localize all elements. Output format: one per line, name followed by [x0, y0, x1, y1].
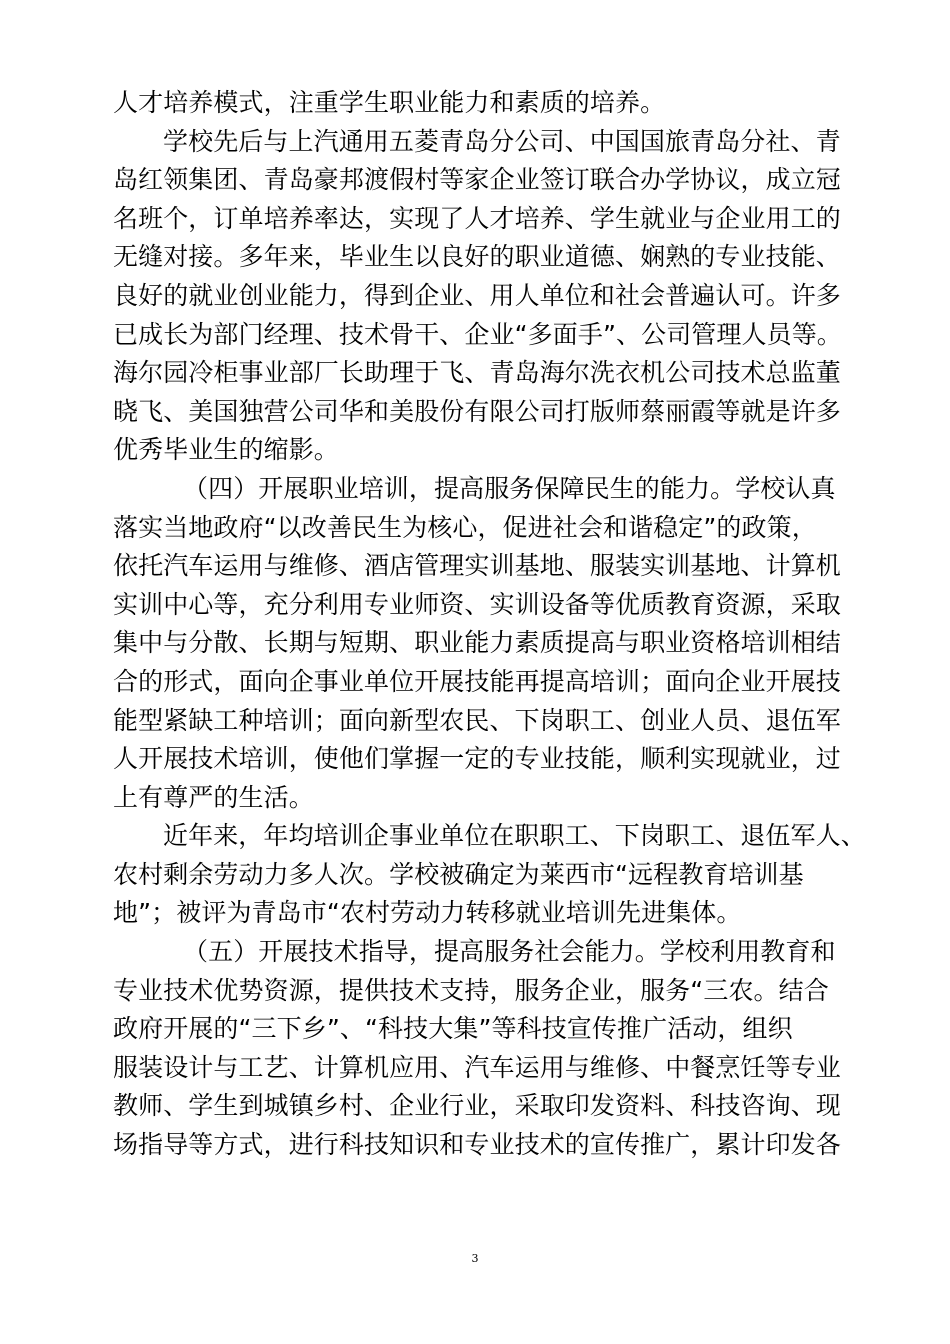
text-line: 无缝对接。多年来，毕业生以良好的职业道德、娴熟的专业技能、 [113, 242, 841, 272]
text-line: （五）开展技术指导，提高服务社会能力。学校利用教育和 [183, 937, 836, 967]
text-line: 农村剩余劳动力多人次。学校被确定为莱西市“远程教育培训基 [113, 859, 804, 889]
text-line: 实训中心等，充分利用专业师资、实训设备等优质教育资源，采取 [113, 589, 841, 619]
text-line: 落实当地政府“以改善民生为核心，促进社会和谐稳定”的政策， [113, 512, 817, 542]
page-number: 3 [471, 1252, 479, 1265]
text-line: 岛红领集团、青岛豪邦渡假村等家企业签订联合办学协议，成立冠 [113, 165, 841, 195]
body-text [113, 84, 893, 1165]
text-line: 合的形式，面向企事业单位开展技能再提高培训；面向企业开展技 [113, 666, 841, 696]
text-line: 上有尊严的生活。 [113, 782, 314, 812]
text-line: 依托汽车运用与维修、酒店管理实训基地、服装实训基地、计算机 [113, 551, 841, 581]
text-line: 能型紧缺工种培训；面向新型农民、下岗职工、创业人员、退伍军 [113, 705, 841, 735]
text-line: 学校先后与上汽通用五菱青岛分公司、中国国旅青岛分社、青 [163, 126, 841, 156]
text-line: 晓飞、美国独营公司华和美股份有限公司打版师蔡丽霞等就是许多 [113, 396, 841, 426]
text-line: 已成长为部门经理、技术骨干、企业“多面手”、公司管理人员等。 [113, 319, 842, 349]
text-line: 地”；被评为青岛市“农村劳动力转移就业培训先进集体。 [113, 898, 742, 928]
text-line: 政府开展的“三下乡”、“科技大集”等科技宣传推广活动，组织 [113, 1014, 793, 1044]
text-line: 近年来，年均培训企事业单位在职职工、下岗职工、退伍军人、 [163, 821, 866, 851]
text-line: 人才培养模式，注重学生职业能力和素质的培养。 [113, 88, 666, 117]
text-line: （四）开展职业培训，提高服务保障民生的能力。学校认真 [183, 473, 836, 503]
text-line: 专业技术优势资源，提供技术支持，服务企业，服务“三农。结合 [113, 975, 829, 1005]
text-line: 优秀毕业生的缩影。 [113, 435, 339, 465]
text-line: 海尔园冷柜事业部厂长助理于飞、青岛海尔洗衣机公司技术总监董 [113, 358, 841, 388]
text-line: 人开展技术培训，使他们掌握一定的专业技能，顺利实现就业，过 [113, 744, 841, 774]
text-line: 服装设计与工艺、计算机应用、汽车运用与维修、中餐烹饪等专业 [113, 1052, 841, 1082]
text-line: 名班个，订单培养率达，实现了人才培养、学生就业与企业用工的 [113, 203, 841, 233]
text-line: 场指导等方式，进行科技知识和专业技术的宣传推广，累计印发各 [113, 1130, 841, 1160]
text-line: 集中与分散、长期与短期、职业能力素质提高与职业资格培训相结 [113, 628, 841, 658]
text-line: 良好的就业创业能力，得到企业、用人单位和社会普遍认可。许多 [113, 280, 841, 310]
text-line: 教师、学生到城镇乡村、企业行业，采取印发资料、科技咨询、现 [113, 1091, 841, 1121]
